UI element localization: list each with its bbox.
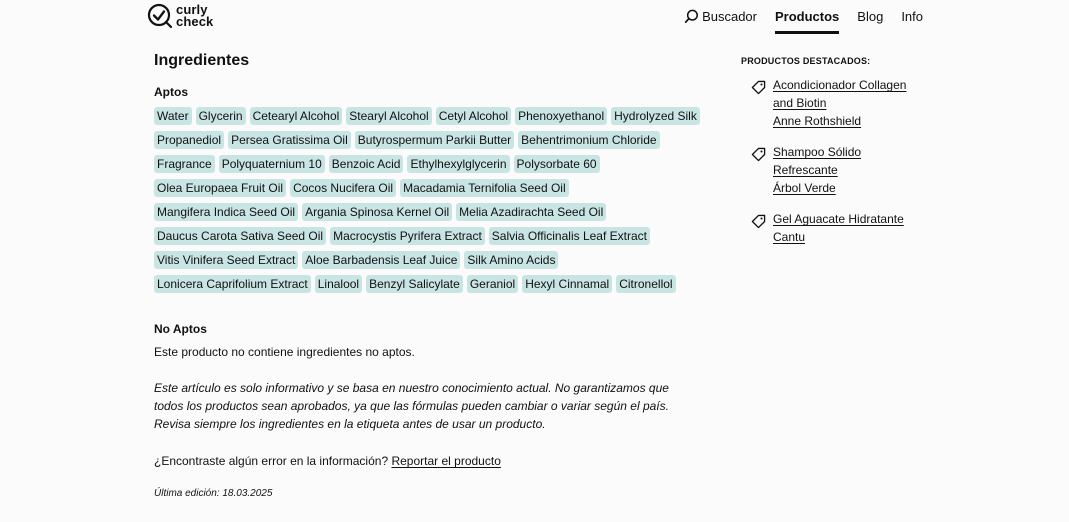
brand-line-1: curly (176, 2, 208, 17)
report-line (154, 453, 702, 469)
featured-product-item[interactable] (741, 143, 931, 197)
aptos-ingredients-list (154, 107, 702, 293)
ingredient-tag: Polyquaternium 10 (219, 155, 325, 173)
nav-buscador[interactable] (684, 4, 757, 28)
ingredient-tag: Hexyl Cinnamal (522, 275, 612, 293)
ingredient-tag: Cocos Nucifera Oil (290, 179, 396, 197)
featured-product-item[interactable] (741, 76, 931, 130)
ingredient-tag: Melia Azadirachta Seed Oil (456, 203, 606, 221)
disclaimer-text: Este artículo es solo informativo y se basa en nuestro conocimiento actual. No garantizamos que todos los productos sean aprobados, ya que las fórmulas pueden cambiar o variar según el país. Revisa siempre los ingredientes en la etiqueta antes de usar un producto. (154, 381, 669, 431)
tag-icon (751, 147, 766, 162)
ingredient-tag: Mangifera Indica Seed Oil (154, 203, 298, 221)
ingredient-tag: Citronellol (616, 275, 675, 293)
brand-line-2: check (176, 14, 214, 29)
ingredient-tag: Macadamia Ternifolia Seed Oil (400, 179, 569, 197)
ingredient-tag: Persea Gratissima Oil (228, 131, 351, 149)
nav-buscador-label: Buscador (702, 8, 757, 24)
featured-product-link[interactable] (773, 76, 923, 130)
nav-info[interactable]: Info (901, 8, 923, 24)
check-logo-icon (147, 3, 173, 29)
ingredient-tag: Argania Spinosa Kernel Oil (302, 203, 452, 221)
ingredient-tag: Lonicera Caprifolium Extract (154, 275, 311, 293)
featured-product-brand: Cantu (773, 230, 806, 244)
aptos-title: Aptos (154, 85, 188, 99)
ingredient-tag: Ethylhexylglycerin (407, 155, 509, 173)
brand-logo[interactable] (147, 1, 227, 31)
featured-product-name-line: Shampoo Sólido (773, 145, 862, 159)
ingredient-tag: Behentrimonium Chloride (518, 131, 659, 149)
featured-product-name-line: Gel Aguacate Hidratante (773, 212, 904, 226)
ingredient-tag: Glycerin (196, 107, 246, 125)
tag-icon (751, 214, 766, 229)
ingredients-section (154, 50, 702, 501)
ingredient-tag: Stearyl Alcohol (346, 107, 431, 125)
ingredient-tag: Propanediol (154, 131, 224, 149)
ingredient-tag: Water (154, 107, 192, 125)
ingredient-tag: Benzyl Salicylate (366, 275, 463, 293)
no-aptos-title: No Aptos (154, 322, 207, 336)
featured-product-name-line: Acondicionador Collagen (773, 78, 907, 92)
ingredient-tag: Aloe Barbadensis Leaf Juice (302, 251, 460, 269)
brand-name (176, 4, 213, 28)
ingredient-tag: Linalool (315, 275, 362, 293)
site-header (0, 0, 1069, 34)
report-question: ¿Encontraste algún error en la información? (154, 454, 389, 468)
ingredient-tag: Phenoxyethanol (515, 107, 607, 125)
featured-products-title: PRODUCTOS DESTACADOS: (741, 56, 871, 66)
report-product-link[interactable]: Reportar el producto (391, 454, 501, 468)
nav-productos[interactable]: Productos (775, 4, 839, 28)
page-title: Ingredientes (154, 52, 250, 69)
featured-product-link[interactable] (773, 210, 923, 246)
ingredient-tag: Daucus Carota Sativa Seed Oil (154, 227, 326, 245)
featured-product-item[interactable] (741, 210, 931, 246)
ingredient-tag: Fragrance (154, 155, 215, 173)
ingredient-tag: Benzoic Acid (329, 155, 404, 173)
ingredient-tag: Cetyl Alcohol (436, 107, 511, 125)
ingredient-tag: Silk Amino Acids (464, 251, 558, 269)
last-edited: Última edición: 18.03.2025 (154, 488, 273, 499)
ingredient-tag: Butyrospermum Parkii Butter (355, 131, 514, 149)
featured-product-name-line: Refrescante (773, 163, 838, 177)
ingredient-tag: Geraniol (467, 275, 518, 293)
featured-products-sidebar (741, 55, 931, 259)
nav-blog[interactable]: Blog (857, 8, 884, 24)
ingredient-tag: Vitis Vinifera Seed Extract (154, 251, 298, 269)
ingredient-tag: Olea Europaea Fruit Oil (154, 179, 286, 197)
main-navigation (684, 4, 923, 34)
featured-product-brand: Árbol Verde (773, 181, 836, 195)
ingredient-tag: Salvia Officinalis Leaf Extract (489, 227, 650, 245)
featured-product-brand: Anne Rothshield (773, 114, 862, 128)
no-aptos-message: Este producto no contiene ingredientes no aptos. (154, 345, 415, 359)
tag-icon (751, 80, 766, 95)
featured-product-link[interactable] (773, 143, 923, 197)
ingredient-tag: Macrocystis Pyrifera Extract (330, 227, 485, 245)
ingredient-tag: Hydrolyzed Silk (611, 107, 700, 125)
ingredient-tag: Polysorbate 60 (514, 155, 600, 173)
ingredient-tag: Cetearyl Alcohol (250, 107, 343, 125)
search-icon (684, 9, 699, 24)
featured-product-name-line: and Biotin (773, 96, 827, 110)
